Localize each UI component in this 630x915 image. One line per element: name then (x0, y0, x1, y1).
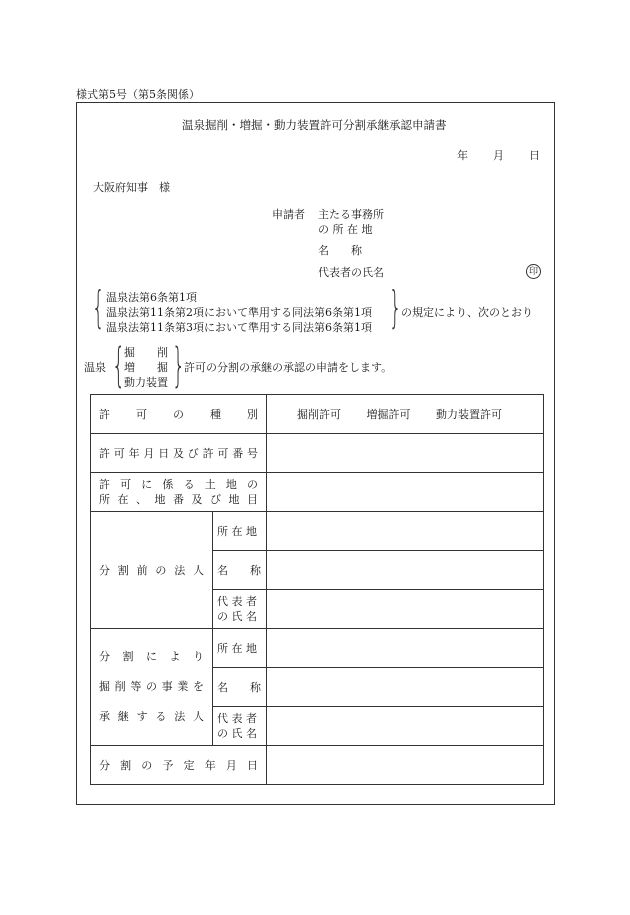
date-month: 月 (493, 149, 504, 162)
application-table (90, 394, 544, 785)
succ-rep-label: 代 表 者 の 氏 名 (213, 707, 267, 746)
law-brace-left: { (92, 282, 105, 333)
permit-date-value[interactable] (267, 434, 544, 473)
form-title: 温泉掘削・増掘・動力装置許可分割承継承認申請書 (182, 118, 447, 132)
request-text: 許可の分割の承継の承認の申請をします。 (184, 361, 393, 374)
permit-type-excavation[interactable]: 掘削許可 (297, 408, 341, 421)
row-planned-date (91, 746, 544, 785)
permit-type-power[interactable]: 動力装置許可 (436, 408, 502, 421)
permit-type-extension[interactable]: 増掘許可 (366, 408, 411, 421)
date-year: 年 (457, 149, 468, 162)
work-option-2: 増 掘 (124, 361, 168, 374)
planned-date-label: 分割の予定年月日 (91, 746, 267, 785)
applicant-rep-label: 代表者の氏名 (318, 266, 384, 279)
onsen-label: 温泉 (84, 361, 106, 374)
succ-rep-value[interactable] (267, 707, 544, 746)
applicant-name-label: 名 称 (318, 244, 362, 257)
permit-date-label: 許可年月日及び許可番号 (91, 434, 267, 473)
before-location-label: 所 在 地 (213, 512, 267, 551)
work-brace-right: } (172, 338, 186, 392)
applicant-office-line2: の 所 在 地 (318, 223, 373, 236)
before-location-value[interactable] (267, 512, 544, 551)
succ-location-label: 所 在 地 (213, 629, 267, 668)
applicant-label: 申請者 (272, 208, 305, 221)
successor-corp-label: 分割により 掘削等の事業を 承継する法人 (91, 629, 213, 746)
work-option-3: 動力装置 (124, 376, 168, 389)
permit-type-options[interactable] (267, 395, 544, 434)
before-rep-label: 代 表 者 の 氏 名 (213, 590, 267, 629)
row-permit-date (91, 434, 544, 473)
date-day: 日 (529, 149, 540, 162)
row-before-location (91, 512, 544, 551)
law-option-3: 温泉法第11条第3項において準用する同法第6条第1項 (106, 321, 372, 334)
succ-name-value[interactable] (267, 668, 544, 707)
row-succ-location (91, 629, 544, 668)
law-option-2: 温泉法第11条第2項において準用する同法第6条第1項 (106, 306, 372, 319)
row-land (91, 473, 544, 512)
work-option-1: 掘 削 (124, 346, 168, 359)
seal-mark: 印 (526, 264, 541, 279)
succ-name-label: 名 称 (213, 668, 267, 707)
law-option-1: 温泉法第6条第1項 (106, 291, 197, 304)
before-rep-value[interactable] (267, 590, 544, 629)
before-name-value[interactable] (267, 551, 544, 590)
planned-date-value[interactable] (267, 746, 544, 785)
law-suffix: の規定により、次のとおり (401, 306, 533, 319)
before-name-label: 名 称 (213, 551, 267, 590)
permit-type-label: 許可の種別 (91, 395, 267, 434)
before-corp-label: 分割前の法人 (91, 512, 213, 629)
work-brace-left: { (112, 338, 126, 392)
land-value[interactable] (267, 473, 544, 512)
row-permit-type (91, 395, 544, 434)
law-brace-right: } (389, 282, 402, 333)
addressee: 大阪府知事 様 (93, 181, 170, 194)
applicant-office-line1: 主たる事務所 (318, 208, 384, 221)
succ-location-value[interactable] (267, 629, 544, 668)
form-number: 様式第5号（第5条関係） (76, 88, 200, 101)
land-label: 許可に係る土地の 所在、地番及び地目 (91, 473, 267, 512)
